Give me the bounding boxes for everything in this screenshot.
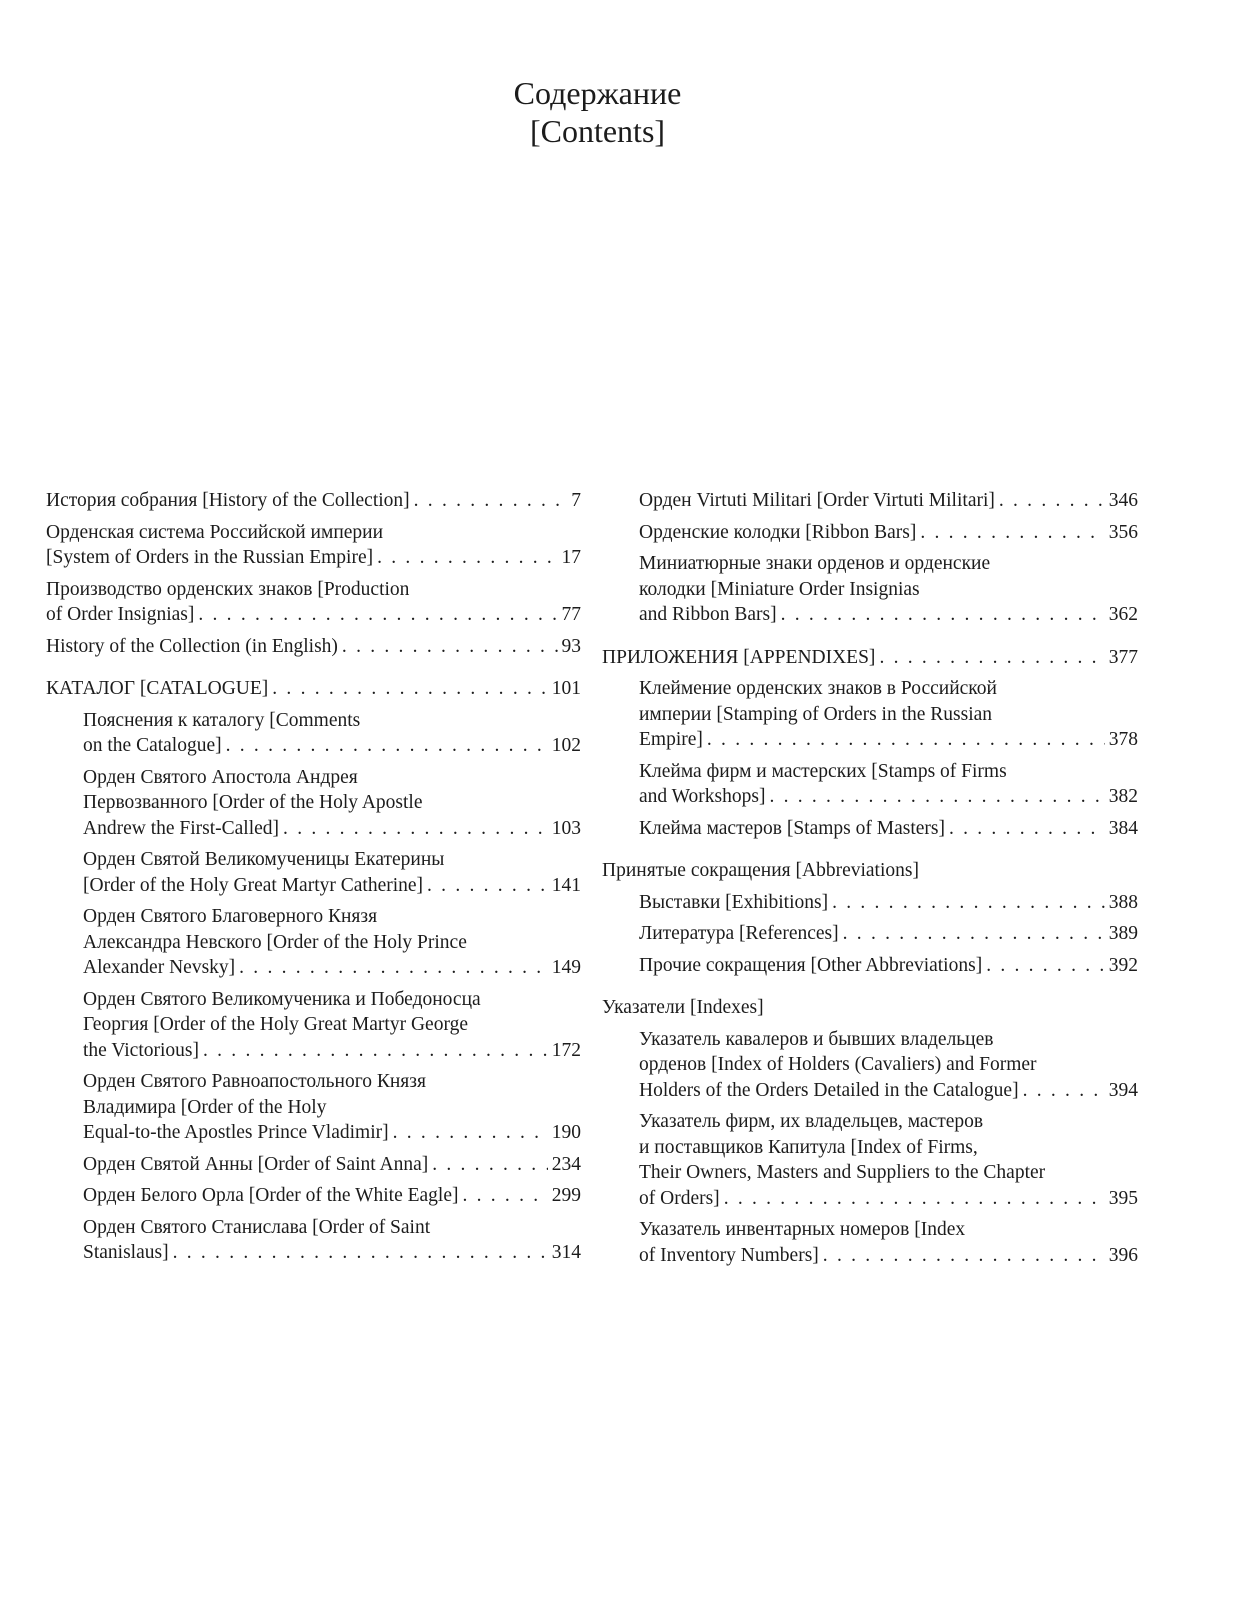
toc-entry-text: Alexander Nevsky] (83, 957, 236, 978)
toc-entry (639, 551, 1138, 628)
toc-entry-last-line (639, 921, 1138, 947)
toc-entry-page: 378 (1108, 729, 1138, 750)
toc-entry-last-line (639, 890, 1138, 916)
toc-entry (639, 488, 1138, 514)
toc-entry-line: Орден Святой Великомученицы Екатерины (83, 849, 445, 870)
toc-entry-line: Указатель кавалеров и бывших владельцев (639, 1028, 994, 1050)
toc-entry-line: Орден Святого Благоверного Князя (83, 906, 378, 927)
dot-leader (342, 634, 558, 660)
toc-entry-last-line (46, 602, 581, 628)
dot-leader (781, 602, 1105, 628)
toc-entry (83, 847, 581, 898)
toc-entry (639, 520, 1138, 546)
toc-entry (46, 520, 581, 571)
toc-entry-line: Александра Невского [Order of the Holy Prince (83, 931, 467, 953)
toc-entry-page: 102 (551, 735, 581, 756)
toc-entry-line: Первозванного [Order of the Holy Apostle (83, 792, 423, 813)
toc-entry-text: and Workshops] (639, 786, 766, 807)
toc-entry-line: Орден Святого Апостола Андрея (83, 766, 358, 788)
catalogue-items (83, 708, 581, 1266)
toc-entry-line: колодки [Miniature Order Insignias (639, 578, 920, 600)
toc-entry-text: Empire] (639, 729, 703, 750)
toc-entry-page: 299 (551, 1185, 581, 1206)
toc-entry-last-line (83, 1120, 581, 1146)
catalogue-heading-page: 101 (551, 678, 581, 699)
toc-entry (639, 1109, 1138, 1211)
toc-entry-text: Орден Святой Анны [Order of Saint Anna] (83, 1153, 429, 1175)
toc-entry-page: 17 (561, 547, 581, 568)
toc-entry-line: Миниатюрные знаки орденов и орденские (639, 553, 991, 574)
dot-leader (920, 520, 1104, 546)
dot-leader (239, 955, 548, 981)
toc-entry-page: 382 (1108, 786, 1138, 807)
toc-entry-line: Производство орденских знаков [Production (46, 578, 410, 600)
toc-entry-last-line (639, 816, 1138, 842)
dot-leader (414, 488, 568, 514)
toc-entry-text: Прочие сокращения [Other Abbreviations] (639, 954, 983, 976)
toc-entry (83, 987, 581, 1064)
indexes-section (602, 995, 1138, 1268)
toc-entry-line: Указатель инвентарных номеров [Index (639, 1219, 966, 1240)
toc-entry (639, 759, 1138, 810)
abbreviations-heading: Принятые сокращения [Abbreviations] (602, 860, 919, 881)
abbreviations-items (639, 890, 1138, 979)
toc-entry (83, 1069, 581, 1146)
toc-entry-page: 388 (1108, 891, 1138, 913)
toc-left-entries (46, 488, 581, 659)
abbreviations-section (602, 858, 1138, 978)
toc-entry-page: 141 (551, 874, 581, 896)
toc-entry-line: империи [Stamping of Orders in the Russian (639, 703, 993, 725)
dot-leader (949, 816, 1105, 842)
toc-entry-page: 396 (1108, 1244, 1138, 1266)
dot-leader (203, 1038, 548, 1064)
toc-entry-page: 394 (1108, 1079, 1138, 1101)
dot-leader (832, 890, 1105, 916)
toc-entry-text: Литература [References] (639, 923, 839, 944)
dot-leader (393, 1120, 548, 1146)
appendixes-heading (602, 645, 1138, 671)
toc-entry (639, 1217, 1138, 1268)
toc-entry-last-line (83, 1240, 581, 1266)
indexes-heading: Указатели [Indexes] (602, 997, 764, 1018)
toc-entry-last-line (639, 727, 1138, 753)
title-en: [Contents] (529, 113, 666, 149)
title-ru: Содержание (513, 75, 682, 111)
toc-entry-line: Пояснения к каталогу [Comments (83, 709, 361, 731)
appendixes-section (602, 645, 1138, 842)
toc-entry-page: 93 (561, 635, 581, 657)
toc-entry-last-line (639, 488, 1138, 514)
toc-entry-page: 392 (1108, 954, 1138, 976)
appendixes-heading-page: 377 (1108, 646, 1138, 668)
toc-entry (639, 1027, 1138, 1104)
contents-title (0, 74, 1195, 150)
dot-leader (843, 921, 1105, 947)
dot-leader (283, 816, 548, 842)
toc-entry-line: и поставщиков Капитула [Index of Firms, (639, 1136, 978, 1158)
toc-entry-page: 234 (551, 1153, 581, 1175)
toc-entry-line: Орденская система Российской империи (46, 521, 384, 543)
toc-entry-last-line (639, 1078, 1138, 1104)
dot-leader (999, 488, 1105, 514)
toc-entry-text: Орден Белого Орла [Order of the White Eagle] (83, 1185, 459, 1206)
toc-entry-page: 314 (551, 1242, 581, 1263)
toc-entry-page: 7 (571, 490, 581, 511)
toc-entry (639, 676, 1138, 753)
toc-entry-last-line (639, 784, 1138, 810)
toc-entry-last-line (639, 953, 1138, 979)
toc-entry-line: Георгия [Order of the Holy Great Martyr George (83, 1014, 468, 1035)
toc-entry (46, 577, 581, 628)
toc-entry-page: 149 (551, 957, 581, 978)
toc-entry-line: Орден Святого Великомученика и Победоносца (83, 988, 481, 1010)
toc-entry-last-line (639, 520, 1138, 546)
toc-entry (83, 1152, 581, 1178)
dot-leader (707, 727, 1105, 753)
toc-entry-text: and Ribbon Bars] (639, 604, 777, 625)
toc-entry (83, 1215, 581, 1266)
dot-leader (432, 1152, 548, 1178)
indexes-items (639, 1027, 1138, 1269)
appendixes-items (639, 676, 1138, 841)
toc-entry-text: the Victorious] (83, 1039, 199, 1061)
toc-entry-text: Equal-to-the Apostles Prince Vladimir] (83, 1122, 389, 1143)
dot-leader (198, 602, 557, 628)
toc-entry-line: Клейма фирм и мастерских [Stamps of Firms (639, 760, 1007, 782)
toc-entry (639, 921, 1138, 947)
toc-entry (83, 1183, 581, 1209)
toc-entry-last-line (83, 1152, 581, 1178)
toc-entry-line: Орден Святого Станислава [Order of Saint (83, 1216, 431, 1238)
toc-entry-line: Their Owners, Masters and Suppliers to the Chapter (639, 1162, 1046, 1183)
toc-entry-line: Клеймение орденских знаков в Российской (639, 678, 997, 699)
dot-leader (879, 645, 1104, 671)
toc-entry-page: 362 (1108, 604, 1138, 625)
toc-entry-text: Орденские колодки [Ribbon Bars] (639, 521, 917, 543)
toc-entry-page: 172 (551, 1039, 581, 1061)
toc-entry-text: Выставки [Exhibitions] (639, 891, 829, 913)
catalogue-section (46, 676, 581, 1266)
dot-leader (173, 1240, 548, 1266)
toc-entry-text: Орден Virtuti Militari [Order Virtuti Militari] (639, 490, 995, 511)
dot-leader (769, 784, 1104, 810)
toc-entry-text: of Order Insignias] (46, 604, 195, 625)
toc-entry-line: Орден Святого Равноапостольного Князя (83, 1071, 426, 1092)
toc-entry-text: История собрания [History of the Collection] (46, 490, 410, 511)
toc-entry-line: Указатель фирм, их владельцев, мастеров (639, 1111, 984, 1132)
toc-entry-last-line (46, 488, 581, 514)
dot-leader (427, 873, 548, 899)
toc-right-top-items (639, 488, 1138, 628)
toc-entry-page: 389 (1108, 923, 1138, 944)
toc-entry-text: Stanislaus] (83, 1242, 169, 1263)
toc-entry-text: History of the Collection (in English) (46, 635, 338, 657)
toc-entry (639, 816, 1138, 842)
toc-entry-last-line (639, 1243, 1138, 1269)
toc-entry-text: Holders of the Orders Detailed in the Catalogue] (639, 1079, 1019, 1101)
toc-entry-last-line (83, 1038, 581, 1064)
toc-entry-page: 384 (1108, 817, 1138, 839)
dot-leader (226, 733, 548, 759)
dot-leader (377, 545, 557, 571)
toc-entry-last-line (83, 1183, 581, 1209)
toc-entry-text: Andrew the First-Called] (83, 817, 280, 839)
toc-entry-last-line (46, 634, 581, 660)
dot-leader (986, 953, 1105, 979)
toc-entry-last-line (46, 545, 581, 571)
dot-leader (823, 1243, 1105, 1269)
toc-entry (83, 904, 581, 981)
toc-entry-text: [Order of the Holy Great Martyr Catherine] (83, 874, 424, 896)
toc-entry (639, 953, 1138, 979)
dot-leader (272, 676, 547, 702)
toc-entry-text: of Inventory Numbers] (639, 1244, 819, 1266)
appendixes-heading-text: ПРИЛОЖЕНИЯ [APPENDIXES] (602, 646, 876, 668)
toc-entry-text: on the Catalogue] (83, 735, 222, 756)
toc-entry-last-line (83, 955, 581, 981)
dot-leader (462, 1183, 547, 1209)
catalogue-heading-text: КАТАЛОГ [CATALOGUE] (46, 678, 269, 699)
dot-leader (1023, 1078, 1105, 1104)
toc-entry-last-line (83, 733, 581, 759)
toc-entry (46, 488, 581, 514)
toc-entry-last-line (83, 816, 581, 842)
toc-entry-page: 103 (551, 817, 581, 839)
toc-entry-page: 356 (1108, 521, 1138, 543)
toc-entry (639, 890, 1138, 916)
catalogue-heading (46, 676, 581, 702)
dot-leader (724, 1186, 1105, 1212)
toc-entry (83, 708, 581, 759)
toc-entry-page: 395 (1108, 1187, 1138, 1209)
toc-entry-text: of Orders] (639, 1187, 720, 1209)
toc-entry-page: 77 (561, 604, 581, 625)
toc-entry-last-line (639, 1186, 1138, 1212)
toc-entry-text: Клейма мастеров [Stamps of Masters] (639, 817, 945, 839)
toc-left-column (46, 488, 581, 1272)
toc-entry-line: Владимира [Order of the Holy (83, 1096, 327, 1118)
toc-entry-page: 346 (1108, 490, 1138, 511)
toc-entry (46, 634, 581, 660)
toc-entry-line: орденов [Index of Holders (Cavaliers) and Former (639, 1054, 1037, 1075)
toc-entry-last-line (639, 602, 1138, 628)
toc-entry-text: [System of Orders in the Russian Empire] (46, 547, 374, 568)
toc-entry-last-line (83, 873, 581, 899)
toc-entry (83, 765, 581, 842)
toc-right-column (602, 488, 1138, 1274)
toc-entry-page: 190 (551, 1122, 581, 1143)
